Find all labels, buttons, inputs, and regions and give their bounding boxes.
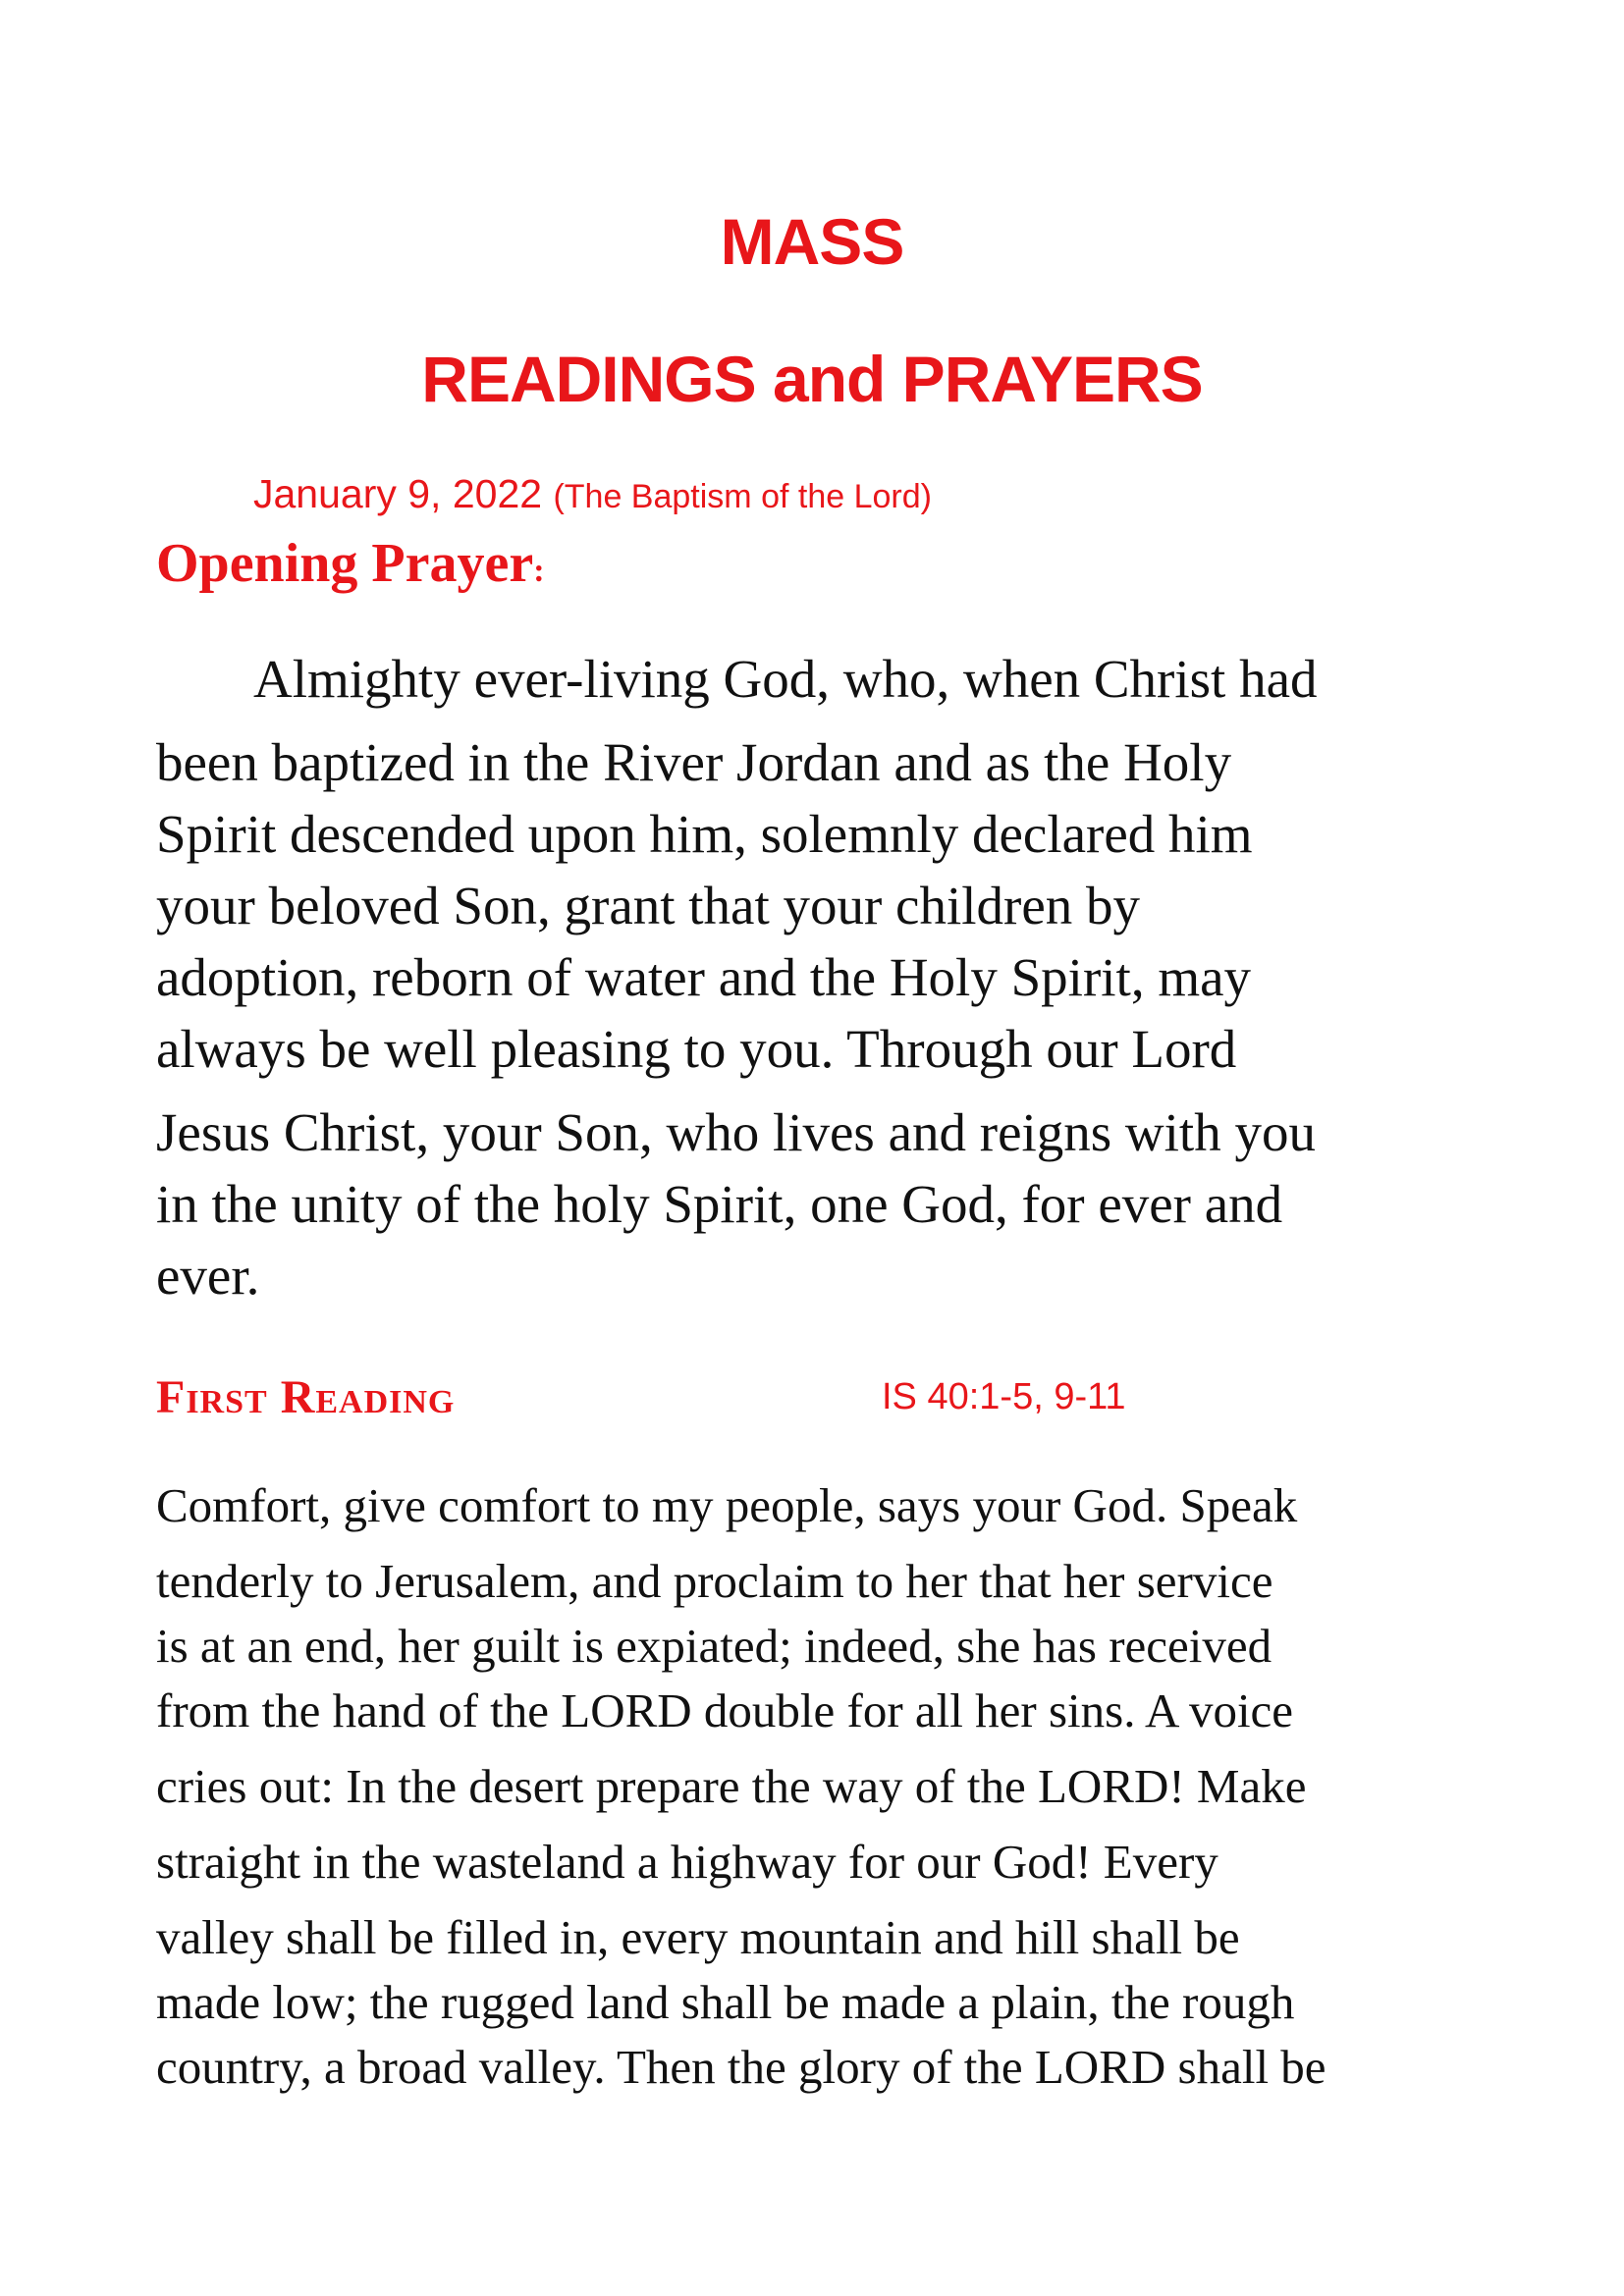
date-line: [253, 471, 932, 517]
prayer-line: been baptized in the River Jordan and as the Holy: [156, 732, 1232, 792]
reading-line: cries out: In the desert prepare the way of the LORD! Make: [156, 1759, 1307, 1813]
first-reading-heading: First Reading: [156, 1371, 456, 1423]
reading-line: Comfort, give comfort to my people, says your God. Speak: [156, 1478, 1298, 1532]
prayer-line: Jesus Christ, your Son, who lives and reigns with you: [156, 1102, 1316, 1162]
opening-prayer-heading-colon: :: [533, 553, 545, 589]
scripture-citation: IS 40:1-5, 9-11: [882, 1376, 1126, 1417]
prayer-line: ever.: [156, 1246, 260, 1306]
reading-line: is at an end, her guilt is expiated; indeed, she has received: [156, 1619, 1272, 1673]
mass-date: January 9, 2022: [253, 471, 543, 516]
opening-prayer-heading-text: Opening Prayer: [156, 533, 534, 594]
prayer-line: your beloved Son, grant that your children by: [156, 876, 1141, 935]
reading-line: country, a broad valley. Then the glory of the LORD shall be: [156, 2040, 1326, 2094]
prayer-line: Almighty ever-living God, who, when Christ had: [253, 649, 1318, 709]
reading-line: from the hand of the LORD double for all her sins. A voice: [156, 1683, 1294, 1737]
page-subtitle: READINGS and PRAYERS: [421, 343, 1203, 415]
reading-line: tenderly to Jerusalem, and proclaim to her that her service: [156, 1554, 1273, 1608]
prayer-line: Spirit descended upon him, solemnly declared him: [156, 804, 1253, 864]
feast-name: (The Baptism of the Lord): [553, 478, 932, 515]
page-title: MASS: [720, 205, 904, 278]
opening-prayer-heading: [156, 532, 545, 595]
reading-line: valley shall be filled in, every mountain and hill shall be: [156, 1910, 1240, 1964]
prayer-line: always be well pleasing to you. Through our Lord: [156, 1019, 1237, 1079]
reading-line: straight in the wasteland a highway for our God! Every: [156, 1835, 1218, 1889]
prayer-line: in the unity of the holy Spirit, one God, for ever and: [156, 1174, 1283, 1234]
reading-line: made low; the rugged land shall be made a plain, the rough: [156, 1975, 1295, 2029]
prayer-line: adoption, reborn of water and the Holy Spirit, may: [156, 947, 1252, 1007]
